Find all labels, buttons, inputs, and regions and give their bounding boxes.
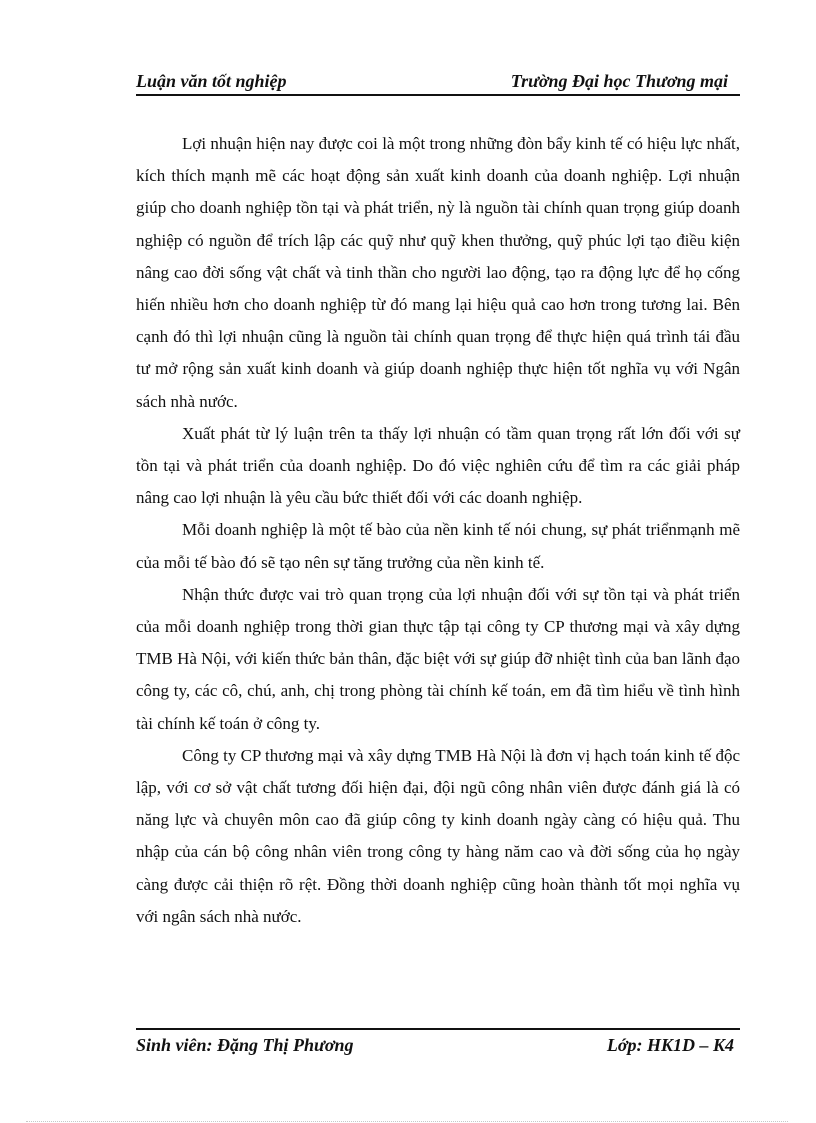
paragraph: Xuất phát từ lý luận trên ta thấy lợi nhuận có tầm quan trọng rất lớn đối với sự tồn tại và phát triển của doanh nghiệp. Do đó việc nghiên cứu để tìm ra các giải pháp nâng cao lợi nhuận là yêu cầu bức thiết đối với các doanh nghiệp. [136,423,740,508]
page-header [136,66,740,96]
header-thesis-label: Luận văn tốt nghiệp [136,71,287,91]
paragraph: Mỗi doanh nghiệp là một tế bào của nền kinh tế nói chung, sự phát triểnmạnh mẽ của mỗi tế bào đó sẽ tạo nên sự tăng trưởng của nền kinh tế. [136,520,740,572]
paragraph: Lợi nhuận hiện nay được coi là một trong những đòn bẩy kinh tế có hiệu lực nhất, kích thích mạnh mẽ các hoạt động sản xuất kinh doanh của doanh nghiệp. Lợi nhuận giúp cho doanh nghiệp tồn tại và phát triển, nỳ là nguồn tài chính quan trọng giúp doanh nghiệp có nguồn để trích lập các quỹ như quỹ khen thưởng, quỹ phúc lợi tạo điều kiện nâng cao đời sống vật chất và tinh thần cho người lao động, tạo ra động lực để họ cống hiến nhiều hơn cho doanh nghiệp từ đó mang lại hiệu quả cao hơn trong tương lai. Bên cạnh đó thì lợi nhuận cũng là nguồn tài chính quan trọng để thực hiện quá trình tái đầu tư mở rộng sản xuất kinh doanh và giúp doanh nghiệp thực hiện tốt nghĩa vụ với Ngân sách nhà nước. [136,134,740,411]
document-body [136,128,740,933]
footer-student-label: Sinh viên: Đặng Thị Phương [136,1035,354,1055]
page-footer [136,1028,740,1060]
paragraph: Công ty CP thương mại và xây dựng TMB Hà Nội là đơn vị hạch toán kinh tế độc lập, với cơ sở vật chất tương đối hiện đại, đội ngũ công nhân viên được đánh giá là có năng lực và chuyên môn cao đã giúp công ty kinh doanh ngày càng có hiệu quả. Thu nhập của cán bộ công nhân viên trong công ty hàng năm cao và đời sống của họ ngày càng được cải thiện rõ rệt. Đồng thời doanh nghiệp cũng hoàn thành tốt mọi nghĩa vụ với ngân sách nhà nước. [136,745,740,926]
paragraph: Nhận thức được vai trò quan trọng của lợi nhuận đối với sự tồn tại và phát triển của mỗi doanh nghiệp trong thời gian thực tập tại công ty CP thương mại và xây dựng TMB Hà Nội, với kiến thức bản thân, đặc biệt với sự giúp đỡ nhiệt tình của ban lãnh đạo công ty, các cô, chú, anh, chị trong phòng tài chính kế toán, em đã tìm hiểu về tình hình tài chính kế toán ở công ty. [136,584,740,733]
header-university-label: Trường Đại học Thương mại [510,71,728,91]
page-bottom-edge [26,1121,788,1122]
footer-class-label: Lớp: HK1D – K4 [606,1035,734,1055]
